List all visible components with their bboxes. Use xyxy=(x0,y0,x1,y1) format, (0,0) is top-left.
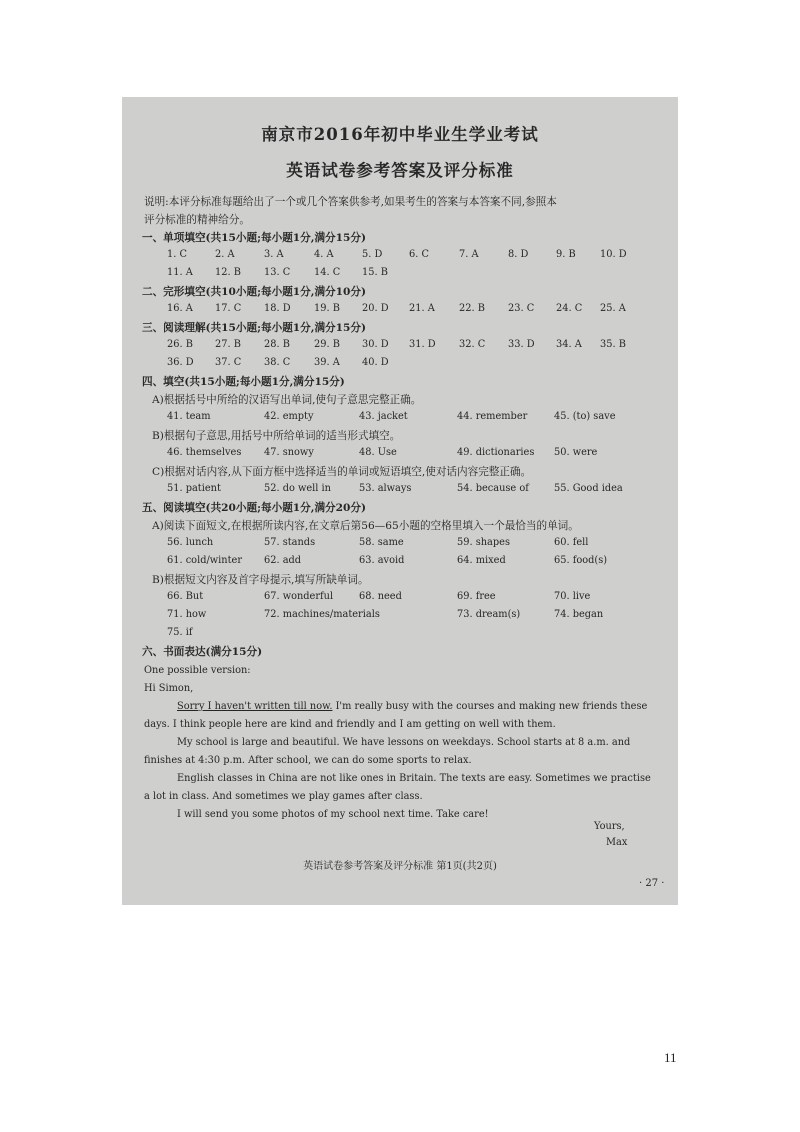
letter-closing: Yours, xyxy=(594,821,625,832)
answer-item: 53. always xyxy=(359,483,412,494)
answer-item: 63. avoid xyxy=(359,555,405,566)
answer-item: 33. D xyxy=(508,339,535,350)
answer-item: 72. machines/materials xyxy=(264,609,380,620)
answer-item: 71. how xyxy=(167,609,207,620)
answer-item: 20. D xyxy=(362,303,389,314)
answer-item: 64. mixed xyxy=(457,555,506,566)
answer-row-4 xyxy=(122,339,678,353)
answer-item: 44. remember xyxy=(457,411,528,422)
answer-item: 23. C xyxy=(508,303,535,314)
page-number: 11 xyxy=(664,1050,677,1065)
answer-row-46 xyxy=(122,447,678,461)
sheet-footer: 英语试卷参考答案及评分标准 第1页(共2页) xyxy=(303,861,497,872)
letter-paragraph-2: My school is large and beautiful. We have lessons on weekdays. School starts at 8 a.m. and xyxy=(177,737,631,748)
section-5-heading: 五、阅读填空(共20小题;每小题1分,满分20分) xyxy=(142,502,366,514)
answer-item: 38. C xyxy=(264,357,291,368)
answer-row-71 xyxy=(122,609,678,623)
answer-item: 10. D xyxy=(600,249,627,260)
answer-item: 6. C xyxy=(409,249,429,260)
answer-item: 67. wonderful xyxy=(264,591,334,602)
answer-item: 65. food(s) xyxy=(554,555,608,566)
answer-item: 39. A xyxy=(314,357,340,368)
answer-row-61 xyxy=(122,555,678,569)
answer-item: 66. But xyxy=(167,591,204,602)
answer-item: 34. A xyxy=(556,339,582,350)
answer-item: 29. B xyxy=(314,339,340,350)
answer-item: 59. shapes xyxy=(457,537,510,548)
answer-item: 35. B xyxy=(600,339,626,350)
answer-item: 26. B xyxy=(167,339,193,350)
section-4b-instruction: B)根据句子意思,用括号中所给单词的适当形式填空。 xyxy=(152,430,401,442)
answer-item: 7. A xyxy=(459,249,479,260)
answer-item: 61. cold/winter xyxy=(167,555,243,566)
answer-item: 56. lunch xyxy=(167,537,214,548)
answer-item: 62. add xyxy=(264,555,302,566)
letter-paragraph-3: English classes in China are not like ones in Britain. The texts are easy. Sometimes we practise xyxy=(177,773,651,784)
answer-item: 16. A xyxy=(167,303,193,314)
answer-row-3 xyxy=(122,303,678,317)
section-2-heading: 二、完形填空(共10小题;每小题1分,满分10分) xyxy=(142,286,366,298)
answer-item: 73. dream(s) xyxy=(457,609,521,620)
answer-item: 3. A xyxy=(264,249,284,260)
answer-item: 4. A xyxy=(314,249,334,260)
answer-item: 8. D xyxy=(508,249,529,260)
answer-item: 2. A xyxy=(215,249,235,260)
answer-item: 51. patient xyxy=(167,483,221,494)
note-line-1: 说明:本评分标准每题给出了一个或几个答案供参考,如果考生的答案与本答案不同,参照本 xyxy=(144,196,557,208)
answer-item: 70. live xyxy=(554,591,591,602)
answer-item: 43. jacket xyxy=(359,411,408,422)
document-subtitle: 英语试卷参考答案及评分标准 xyxy=(286,161,514,180)
answer-item: 36. D xyxy=(167,357,194,368)
section-4c-instruction: C)根据对话内容,从下面方框中选择适当的单词或短语填空,使对话内容完整正确。 xyxy=(152,466,532,478)
answer-row-5 xyxy=(122,357,678,371)
answer-item: 13. C xyxy=(264,267,291,278)
answer-item: 74. began xyxy=(554,609,604,620)
answer-item: 28. B xyxy=(264,339,290,350)
sheet-page-mark: · 27 · xyxy=(639,878,665,889)
answer-item: 1. C xyxy=(167,249,187,260)
answer-row-66 xyxy=(122,591,678,605)
section-4a-instruction: A)根据括号中所给的汉语写出单词,使句子意思完整正确。 xyxy=(152,394,422,406)
answer-item: 75. if xyxy=(167,627,193,638)
answer-item: 31. D xyxy=(409,339,436,350)
answer-item: 19. B xyxy=(314,303,340,314)
answer-item: 68. need xyxy=(359,591,402,602)
answer-item: 14. C xyxy=(314,267,341,278)
answer-item: 50. were xyxy=(554,447,598,458)
answer-item: 24. C xyxy=(556,303,583,314)
answer-item: 54. because of xyxy=(457,483,529,494)
answer-row-56 xyxy=(122,537,678,551)
section-5b-instruction: B)根据短文内容及首字母提示,填写所缺单词。 xyxy=(152,574,369,586)
answer-item: 57. stands xyxy=(264,537,316,548)
answer-item: 55. Good idea xyxy=(554,483,623,494)
letter-paragraph-4: I will send you some photos of my school next time. Take care! xyxy=(177,809,489,820)
answer-item: 27. B xyxy=(215,339,241,350)
answer-item: 21. A xyxy=(409,303,435,314)
answer-item: 49. dictionaries xyxy=(457,447,535,458)
letter-greeting: Hi Simon, xyxy=(144,683,194,694)
answer-item: 47. snowy xyxy=(264,447,314,458)
answer-item: 48. Use xyxy=(359,447,397,458)
answer-item: 41. team xyxy=(167,411,211,422)
letter-paragraph-2-cont: finishes at 4:30 p.m. After school, we can do some sports to relax. xyxy=(144,755,472,766)
answer-item: 58. same xyxy=(359,537,404,548)
answer-item: 12. B xyxy=(215,267,241,278)
answer-item: 9. B xyxy=(556,249,576,260)
note-line-2: 评分标准的精神给分。 xyxy=(144,214,250,226)
section-6-heading: 六、书面表达(满分15分) xyxy=(142,646,263,658)
answer-item: 60. fell xyxy=(554,537,589,548)
scanned-answer-sheet xyxy=(122,97,678,905)
underlined-sentence: Sorry I haven't written till now. xyxy=(177,701,333,712)
answer-item: 46. themselves xyxy=(167,447,242,458)
answer-row-41 xyxy=(122,411,678,425)
answer-row-75 xyxy=(122,627,678,641)
answer-item: 69. free xyxy=(457,591,496,602)
answer-item: 22. B xyxy=(459,303,485,314)
answer-item: 30. D xyxy=(362,339,389,350)
answer-item: 25. A xyxy=(600,303,626,314)
letter-paragraph-3-cont: a lot in class. And sometimes we play games after class. xyxy=(144,791,423,802)
document-title: 南京市2016年初中毕业生学业考试 xyxy=(261,125,539,144)
letter-signature: Max xyxy=(606,837,628,848)
answer-item: 32. C xyxy=(459,339,486,350)
answer-item: 37. C xyxy=(215,357,242,368)
section-3-heading: 三、阅读理解(共15小题;每小题1分,满分15分) xyxy=(142,322,366,334)
answer-item: 52. do well in xyxy=(264,483,331,494)
section-5a-instruction: A)阅读下面短文,在根据所读内容,在文章后第56—65小题的空格里填入一个最恰当的单词。 xyxy=(152,520,579,532)
answer-row-51 xyxy=(122,483,678,497)
answer-row-2 xyxy=(122,267,678,281)
answer-item: 42. empty xyxy=(264,411,314,422)
section-4-heading: 四、填空(共15小题;每小题1分,满分15分) xyxy=(142,376,345,388)
answer-row-1 xyxy=(122,249,678,263)
letter-paragraph-1 xyxy=(177,701,647,712)
section-1-heading: 一、单项填空(共15小题;每小题1分,满分15分) xyxy=(142,232,366,244)
possible-version-label: One possible version: xyxy=(144,665,251,676)
answer-item: 40. D xyxy=(362,357,389,368)
letter-text: I'm really busy with the courses and making new friends these xyxy=(332,701,648,712)
answer-item: 18. D xyxy=(264,303,291,314)
letter-paragraph-1-cont: days. I think people here are kind and friendly and I am getting on well with them. xyxy=(144,719,556,730)
answer-item: 11. A xyxy=(167,267,193,278)
answer-item: 15. B xyxy=(362,267,388,278)
answer-item: 5. D xyxy=(362,249,383,260)
answer-item: 45. (to) save xyxy=(554,411,616,422)
answer-item: 17. C xyxy=(215,303,242,314)
